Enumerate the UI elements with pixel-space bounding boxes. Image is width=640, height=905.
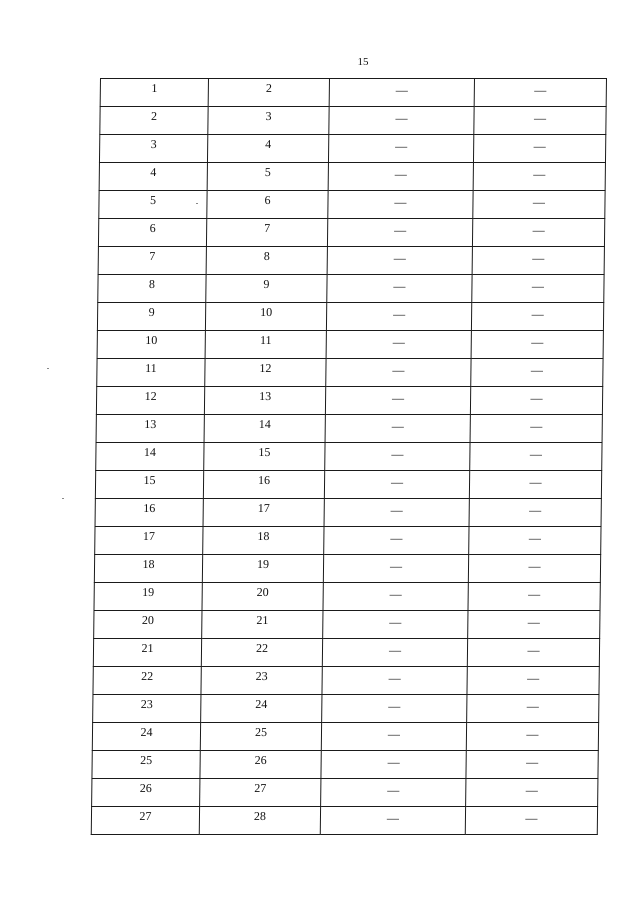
table-cell-number: 27 — [91, 807, 199, 835]
table-cell-dash: — — [326, 359, 471, 387]
table-cell-number: 15 — [204, 443, 325, 471]
table-cell-dash: — — [322, 667, 467, 695]
table-cell-number: 6 — [98, 219, 206, 247]
table-cell-number: 18 — [203, 527, 324, 555]
table-cell-number: 5 — [207, 163, 328, 191]
table-cell-number: 26 — [92, 779, 200, 807]
table-cell-dash: — — [471, 303, 603, 331]
table-cell-number: 9 — [206, 275, 327, 303]
table-cell-number: 27 — [200, 779, 321, 807]
table-row — [92, 723, 598, 751]
table-cell-dash: — — [328, 191, 473, 219]
table-cell-number: 24 — [92, 723, 200, 751]
table-row — [98, 247, 604, 275]
table-cell-number: 12 — [96, 387, 204, 415]
table-cell-dash: — — [469, 527, 601, 555]
table-cell-dash: — — [474, 79, 606, 107]
table-cell-number: 10 — [205, 303, 326, 331]
table-cell-dash: — — [324, 527, 469, 555]
table-row — [93, 695, 599, 723]
table-cell-number: 10 — [97, 331, 205, 359]
table-cell-number: 26 — [200, 751, 321, 779]
table-cell-number: 23 — [93, 695, 201, 723]
table-cell-number: 7 — [98, 247, 206, 275]
table-cell-number: 25 — [92, 751, 200, 779]
table-cell-dash: — — [471, 331, 603, 359]
table-row — [97, 331, 603, 359]
table-cell-number: 17 — [203, 499, 324, 527]
table-cell-number: 19 — [94, 583, 202, 611]
table-row — [94, 555, 600, 583]
table-cell-dash: — — [467, 695, 599, 723]
table-cell-dash: — — [326, 331, 471, 359]
table-cell-number: 15 — [95, 471, 203, 499]
table-row — [93, 667, 599, 695]
table-cell-dash: — — [322, 639, 467, 667]
table-cell-dash: — — [329, 79, 474, 107]
table-cell-dash: — — [466, 779, 598, 807]
table-cell-number: 13 — [204, 387, 325, 415]
table-cell-dash: — — [465, 807, 597, 835]
table-cell-dash: — — [471, 359, 603, 387]
table-cell-dash: — — [321, 723, 466, 751]
table-cell-dash: — — [467, 667, 599, 695]
table-cell-number: 3 — [208, 107, 329, 135]
table-cell-dash: — — [323, 583, 468, 611]
table-cell-dash: — — [324, 471, 469, 499]
table-cell-number: 17 — [95, 527, 203, 555]
table-cell-number: 8 — [206, 247, 327, 275]
table-cell-dash: — — [327, 219, 472, 247]
table-cell-dash: — — [325, 415, 470, 443]
data-table — [91, 78, 607, 835]
table-cell-number: 1 — [100, 79, 208, 107]
table-cell-dash: — — [468, 583, 600, 611]
table-row — [91, 807, 597, 835]
table-cell-number: 13 — [96, 415, 204, 443]
table-cell-dash: — — [320, 807, 465, 835]
table-cell-dash: — — [466, 723, 598, 751]
table-cell-dash: — — [472, 219, 604, 247]
table-cell-number: 4 — [207, 135, 328, 163]
table-body — [91, 79, 606, 835]
table-cell-dash: — — [327, 247, 472, 275]
table-row — [95, 471, 601, 499]
table-cell-dash: — — [326, 303, 471, 331]
table-cell-number: 28 — [199, 807, 320, 835]
table-row — [96, 387, 602, 415]
table-cell-dash: — — [328, 163, 473, 191]
table-cell-number: 11 — [205, 331, 326, 359]
table-cell-number: 11 — [97, 359, 205, 387]
table-cell-dash: — — [466, 751, 598, 779]
table-row — [96, 443, 602, 471]
table-cell-dash: — — [323, 555, 468, 583]
scan-speck — [62, 498, 64, 499]
table-row — [92, 779, 598, 807]
table-cell-number: 8 — [98, 275, 206, 303]
table-cell-dash: — — [473, 191, 605, 219]
table-cell-dash: — — [321, 779, 466, 807]
table-cell-number: 6 — [207, 191, 328, 219]
table-cell-number: 16 — [203, 471, 324, 499]
table-cell-dash: — — [321, 751, 466, 779]
table-cell-dash: — — [325, 387, 470, 415]
table-cell-dash: — — [322, 695, 467, 723]
table-row — [98, 275, 604, 303]
table-cell-number: 16 — [95, 499, 203, 527]
table-row — [99, 135, 605, 163]
table-row — [92, 751, 598, 779]
table-cell-number: 21 — [202, 611, 323, 639]
table-cell-number: 24 — [201, 695, 322, 723]
table-cell-dash: — — [329, 107, 474, 135]
table-cell-dash: — — [473, 135, 605, 163]
table-cell-dash: — — [469, 499, 601, 527]
table-cell-number: 14 — [204, 415, 325, 443]
table-cell-number: 2 — [100, 107, 208, 135]
scan-speck — [47, 368, 49, 369]
table-row — [93, 639, 599, 667]
table-cell-number: 14 — [96, 443, 204, 471]
table-row — [94, 583, 600, 611]
table-row — [95, 527, 601, 555]
table-row — [100, 79, 606, 107]
table-cell-dash: — — [470, 443, 602, 471]
scan-speck — [196, 203, 198, 204]
table-cell-number: 20 — [202, 583, 323, 611]
table-cell-dash: — — [472, 247, 604, 275]
table-cell-dash: — — [327, 275, 472, 303]
table-cell-dash: — — [470, 415, 602, 443]
table-row — [98, 219, 604, 247]
table-row — [95, 499, 601, 527]
table-cell-number: 18 — [94, 555, 202, 583]
table-cell-number: 23 — [201, 667, 322, 695]
table-cell-number: 4 — [99, 163, 207, 191]
table-cell-number: 2 — [208, 79, 329, 107]
table-cell-dash: — — [474, 107, 606, 135]
table-cell-number: 19 — [202, 555, 323, 583]
table-cell-number: 25 — [200, 723, 321, 751]
table-cell-number: 3 — [99, 135, 207, 163]
page-number: 15 — [357, 56, 369, 68]
table-row — [100, 107, 606, 135]
table-row — [99, 191, 605, 219]
table-cell-number: 22 — [201, 639, 322, 667]
table-row — [96, 415, 602, 443]
table-row — [99, 163, 605, 191]
table-cell-number: 7 — [206, 219, 327, 247]
table-cell-dash: — — [473, 163, 605, 191]
table-row — [97, 303, 603, 331]
table-cell-dash: — — [469, 471, 601, 499]
table-cell-number: 21 — [93, 639, 201, 667]
table-cell-dash: — — [472, 275, 604, 303]
table-cell-dash: — — [324, 499, 469, 527]
table-cell-dash: — — [468, 555, 600, 583]
table-cell-number: 22 — [93, 667, 201, 695]
table-row — [94, 611, 600, 639]
table-cell-dash: — — [325, 443, 470, 471]
table-cell-number: 20 — [94, 611, 202, 639]
table-cell-dash: — — [323, 611, 468, 639]
table-cell-number: 9 — [97, 303, 205, 331]
table-cell-number: 5 — [99, 191, 207, 219]
table-cell-number: 12 — [205, 359, 326, 387]
table-cell-dash: — — [467, 639, 599, 667]
table-cell-dash: — — [470, 387, 602, 415]
table-cell-dash: — — [468, 611, 600, 639]
table-cell-dash: — — [328, 135, 473, 163]
table-row — [97, 359, 603, 387]
